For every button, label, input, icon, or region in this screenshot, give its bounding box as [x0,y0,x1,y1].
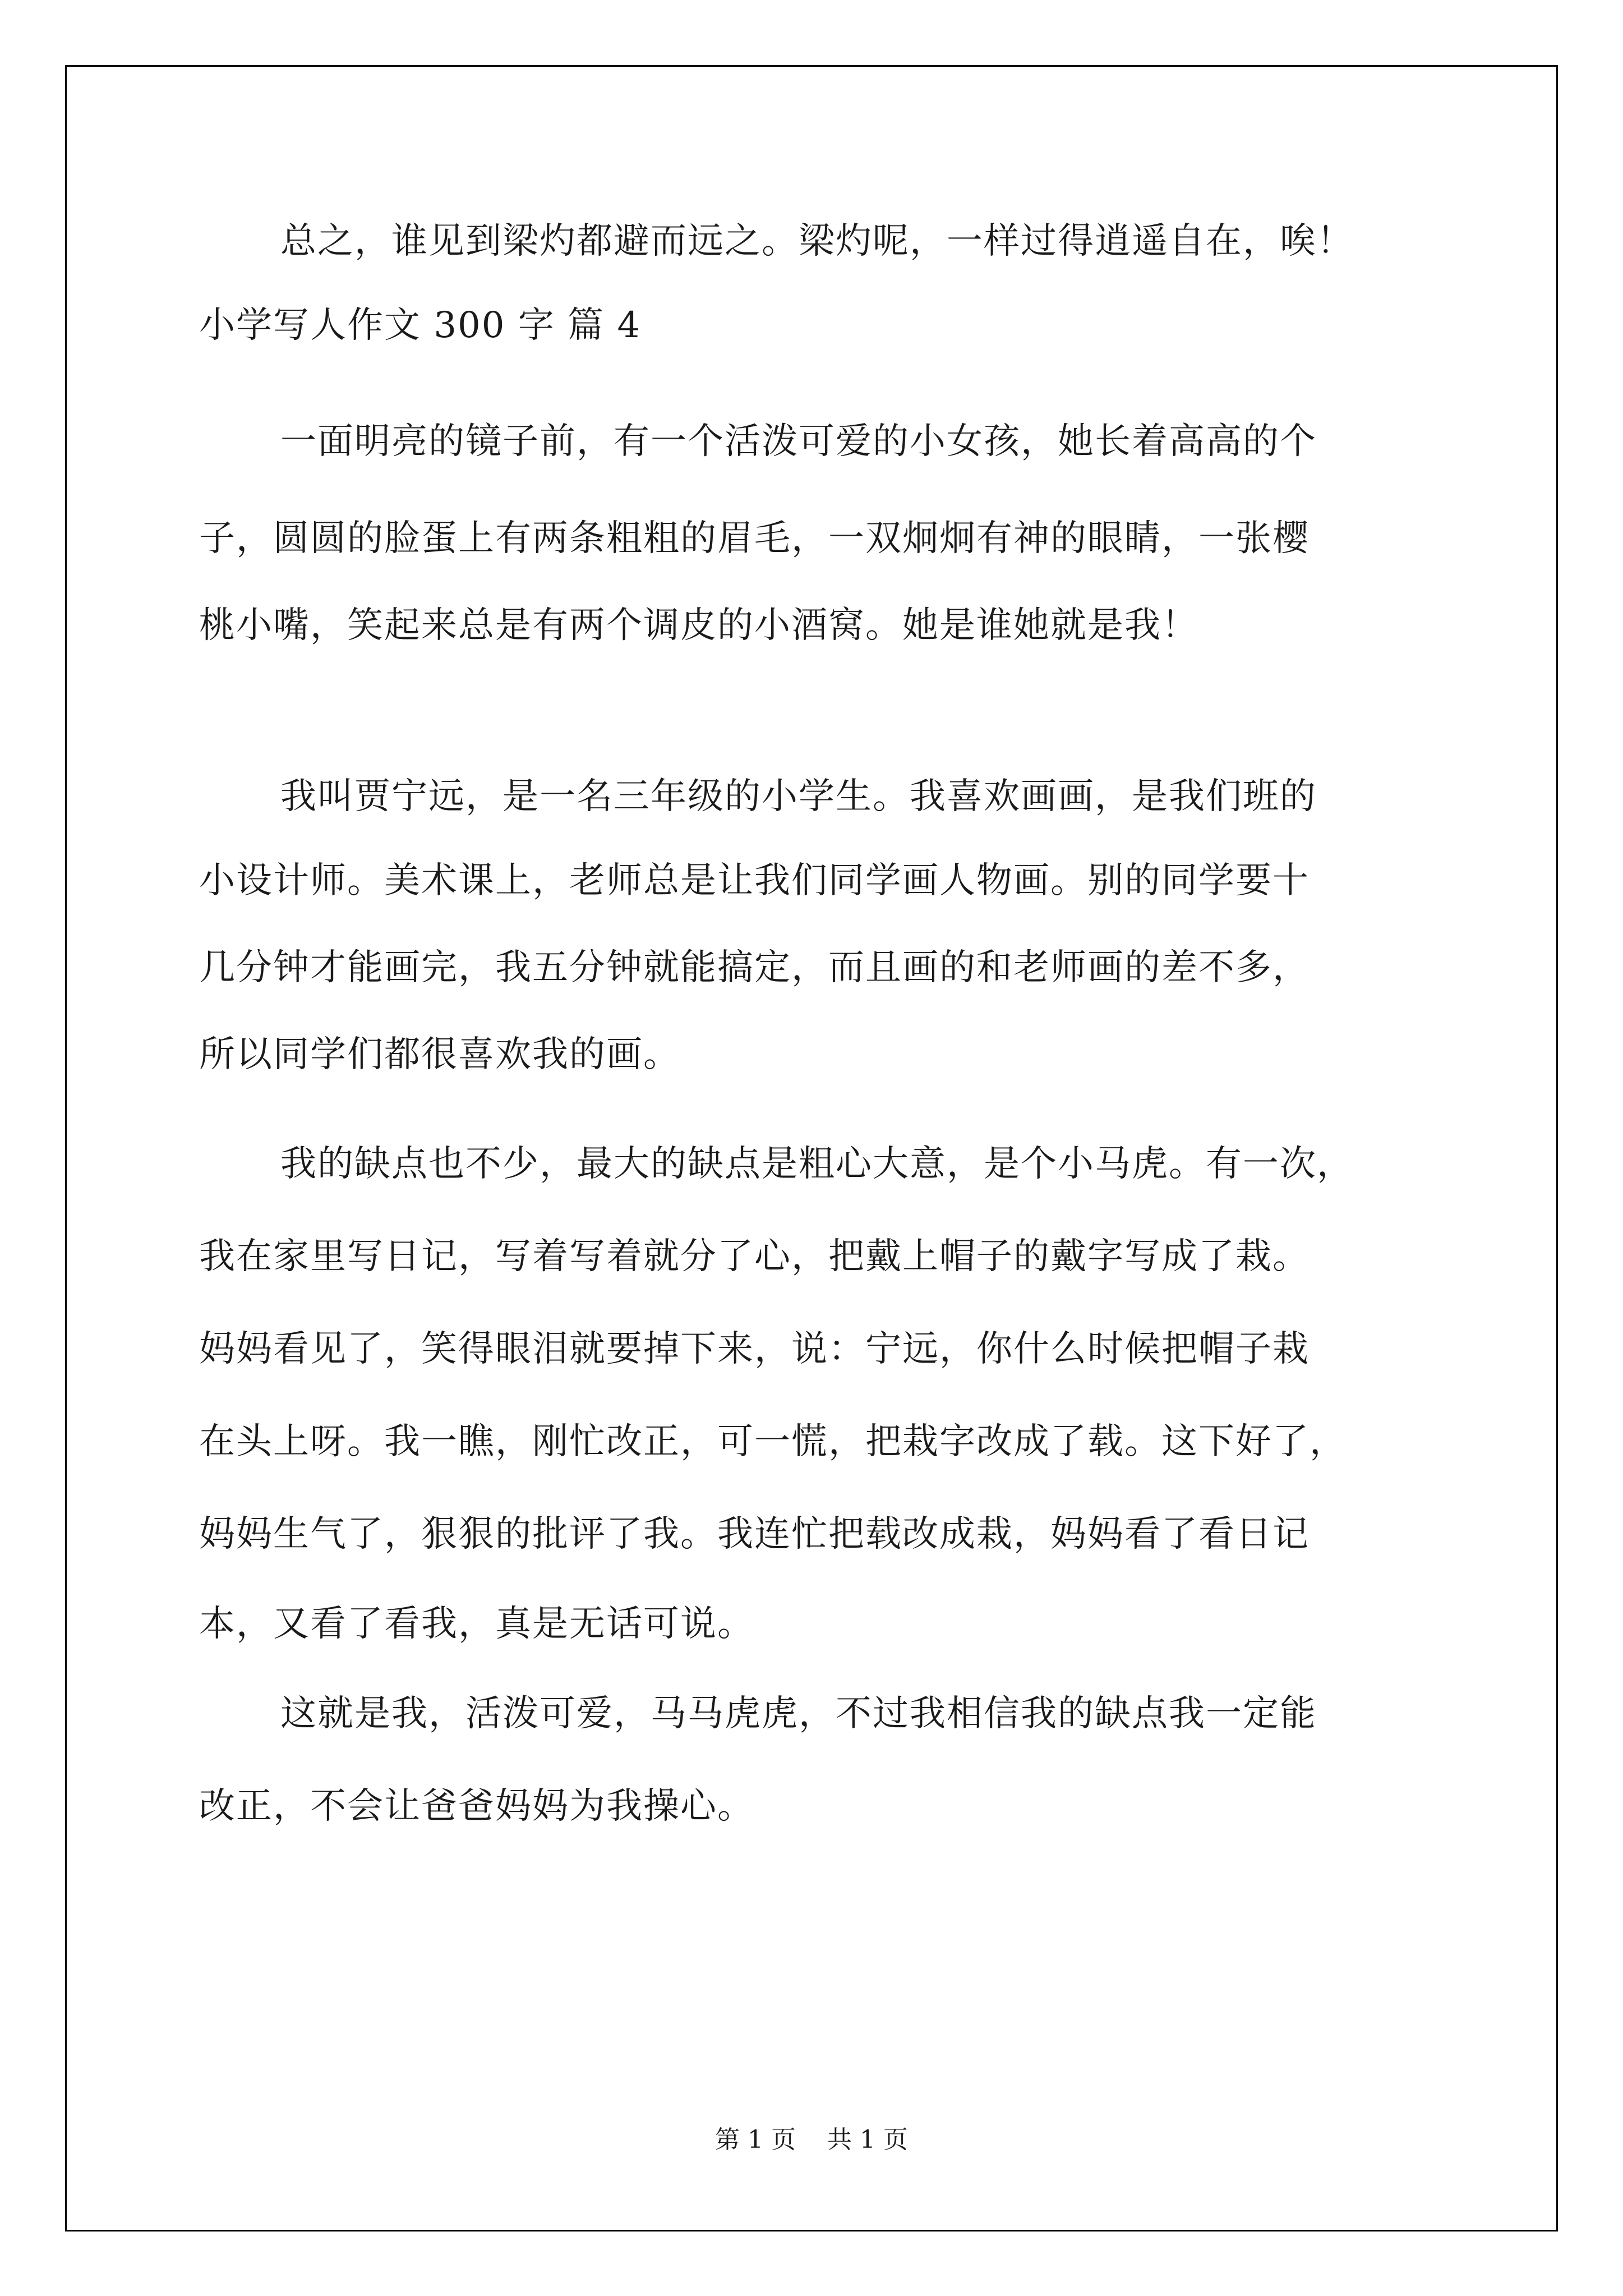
paragraph-line: 我在家里写日记，写着写着就分了心，把戴上帽子的戴字写成了栽。 [199,1236,1310,1277]
paragraph-line: 妈妈看见了，笑得眼泪就要掉下来，说：宁远，你什么时候把帽子栽 [199,1328,1310,1370]
paragraph-line: 我叫贾宁远，是一名三年级的小学生。我喜欢画画，是我们班的 [280,776,1317,817]
paragraph-line: 这就是我，活泼可爱，马马虎虎，不过我相信我的缺点我一定能 [280,1693,1317,1734]
section-heading: 小学写人作文 300 字 篇 4 [199,305,642,346]
paragraph-line: 所以同学们都很喜欢我的画。 [199,1034,680,1075]
paragraph-line: 本，又看了看我，真是无话可说。 [199,1603,754,1645]
paragraph-line: 几分钟才能画完，我五分钟就能搞定，而且画的和老师画的差不多， [199,947,1310,988]
paragraph-line: 子，圆圆的脸蛋上有两条粗粗的眉毛，一双炯炯有神的眼睛，一张樱 [199,518,1310,559]
paragraph-line: 一面明亮的镜子前，有一个活泼可爱的小女孩，她长着高高的个 [280,421,1317,462]
paragraph-line: 桃小嘴，笑起来总是有两个调皮的小酒窝。她是谁她就是我！ [199,605,1198,646]
page-footer: 第 1 页 共 1 页 [715,2125,908,2154]
paragraph-line: 在头上呀。我一瞧，刚忙改正，可一慌，把栽字改成了载。这下好了， [199,1421,1347,1462]
paragraph-line: 改正，不会让爸爸妈妈为我操心。 [199,1786,754,1827]
paragraph-line: 我的缺点也不少，最大的缺点是粗心大意，是个小马虎。有一次， [280,1143,1354,1185]
paragraph-line: 总之，谁见到梁灼都避而远之。梁灼呢，一样过得逍遥自在，唉！ [280,220,1354,262]
paragraph-line: 妈妈生气了，狠狠的批评了我。我连忙把载改成栽，妈妈看了看日记 [199,1513,1310,1555]
paragraph-line: 小设计师。美术课上，老师总是让我们同学画人物画。别的同学要十 [199,860,1310,901]
